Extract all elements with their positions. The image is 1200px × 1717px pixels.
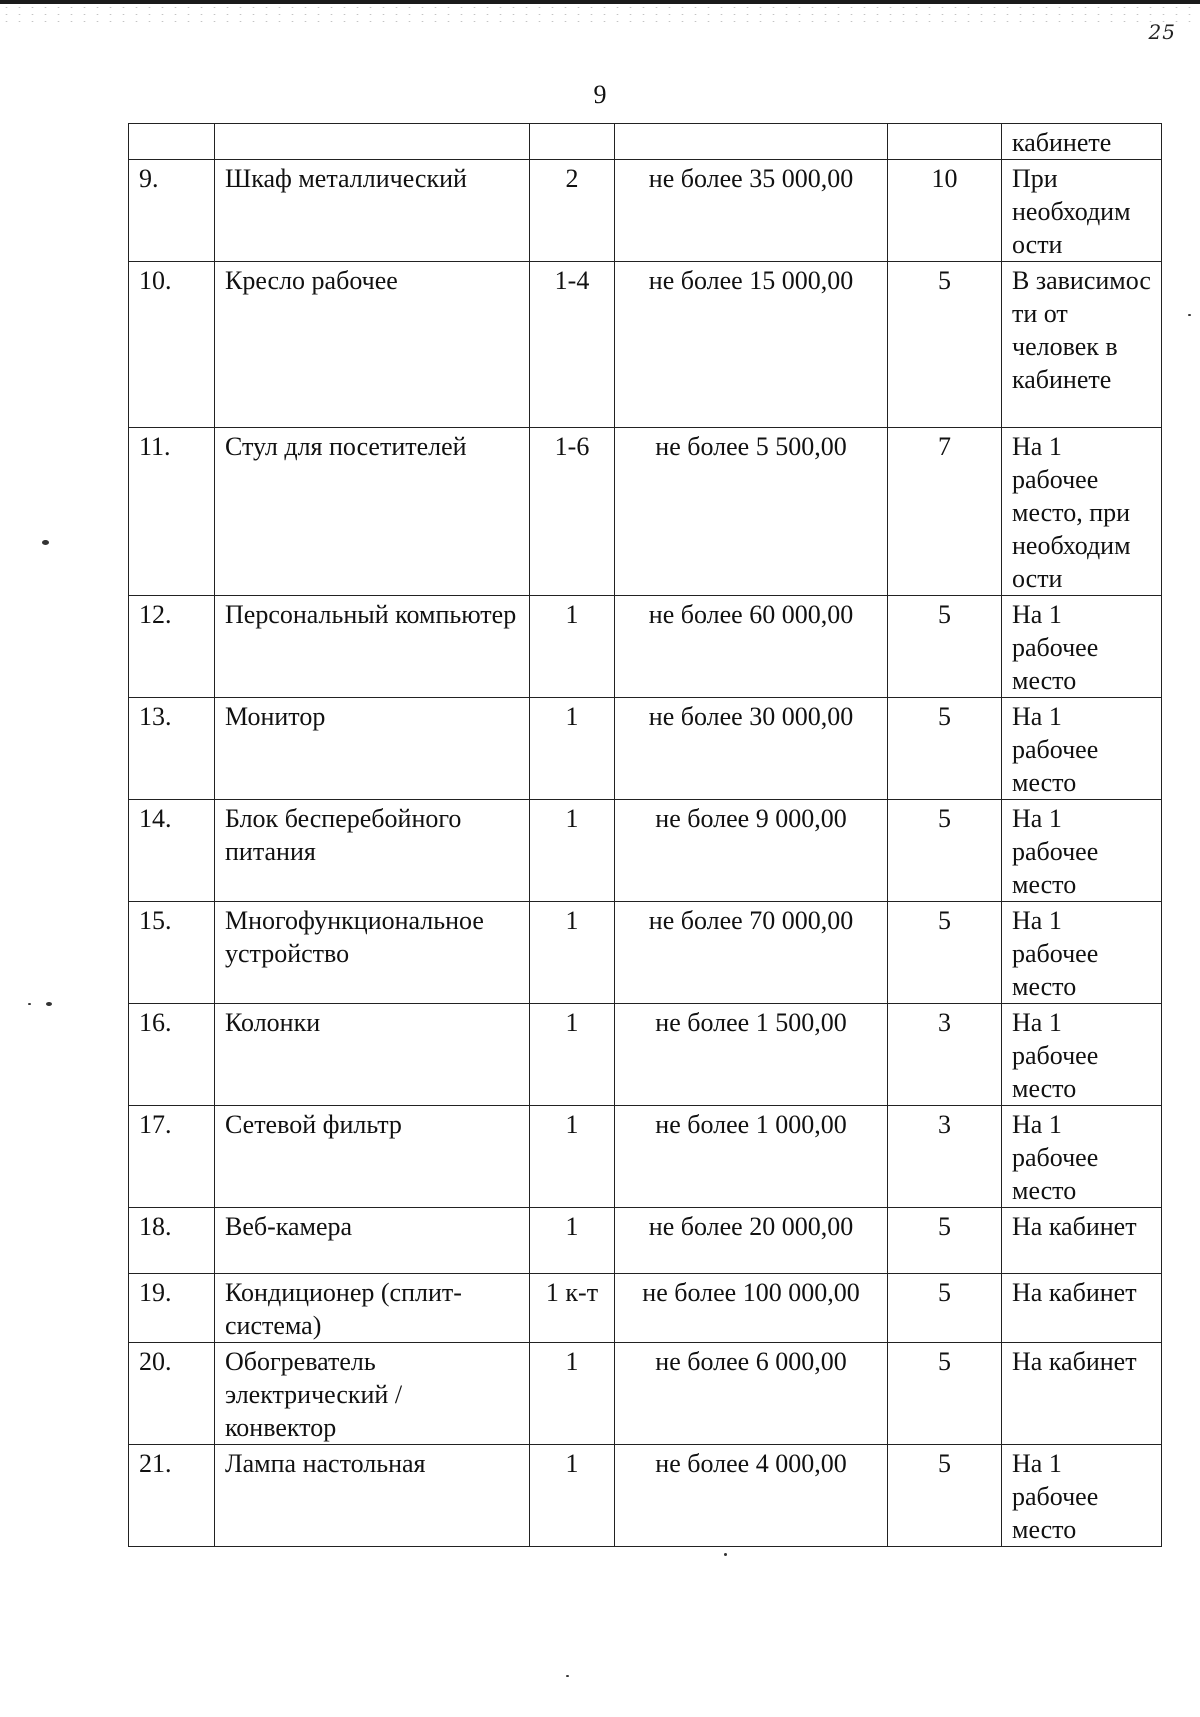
scan-speck: [566, 1675, 569, 1677]
cell-note: На 1 рабочее место: [1002, 800, 1162, 902]
cell-note: На 1 рабочее место, при необходим ости: [1002, 428, 1162, 596]
cell-name: Сетевой фильтр: [215, 1106, 530, 1208]
cell-price: не более 9 000,00: [615, 800, 888, 902]
cell-price: [615, 124, 888, 160]
cell-name: Лампа настольная: [215, 1445, 530, 1547]
cell-note: На кабинет: [1002, 1274, 1162, 1343]
cell-quantity: 1 к-т: [530, 1274, 615, 1343]
table-row: [129, 800, 1162, 902]
cell-note: На 1 рабочее место: [1002, 1445, 1162, 1547]
cell-years: 3: [888, 1004, 1002, 1106]
scan-speck: [42, 540, 49, 545]
cell-name: Кресло рабочее: [215, 262, 530, 428]
cell-note: кабинете: [1002, 124, 1162, 160]
cell-number: 14.: [129, 800, 215, 902]
cell-quantity: 1: [530, 1343, 615, 1445]
cell-note: На 1 рабочее место: [1002, 1106, 1162, 1208]
cell-name: Стул для посетителей: [215, 428, 530, 596]
cell-name: [215, 124, 530, 160]
handwritten-sheet-number: 25: [1148, 20, 1176, 44]
scan-speck: [28, 1003, 31, 1005]
cell-quantity: 1: [530, 698, 615, 800]
cell-name: Кондиционер (сплит-система): [215, 1274, 530, 1343]
cell-years: 3: [888, 1106, 1002, 1208]
cell-number: 21.: [129, 1445, 215, 1547]
cell-note: На 1 рабочее место: [1002, 596, 1162, 698]
cell-note: В зависимос ти от человек в кабинете: [1002, 262, 1162, 428]
table-row: [129, 1004, 1162, 1106]
cell-note: При необходим ости: [1002, 160, 1162, 262]
cell-years: 10: [888, 160, 1002, 262]
table-row: [129, 1106, 1162, 1208]
cell-years: 5: [888, 1274, 1002, 1343]
cell-years: 5: [888, 262, 1002, 428]
cell-quantity: 1: [530, 596, 615, 698]
table-row-continuation: [129, 124, 1162, 160]
cell-name: Персональный компьютер: [215, 596, 530, 698]
cell-number: 13.: [129, 698, 215, 800]
cell-number: 10.: [129, 262, 215, 428]
cell-years: 5: [888, 1445, 1002, 1547]
cell-price: не более 4 000,00: [615, 1445, 888, 1547]
table-row: [129, 160, 1162, 262]
cell-price: не более 20 000,00: [615, 1208, 888, 1274]
cell-name: Монитор: [215, 698, 530, 800]
cell-name: Обогреватель электрический / конвектор: [215, 1343, 530, 1445]
cell-number: 17.: [129, 1106, 215, 1208]
cell-quantity: 1-4: [530, 262, 615, 428]
cell-note: На 1 рабочее место: [1002, 1004, 1162, 1106]
cell-number: 19.: [129, 1274, 215, 1343]
cell-years: 7: [888, 428, 1002, 596]
scan-noise: [0, 4, 1200, 22]
cell-number: 20.: [129, 1343, 215, 1445]
table-row: [129, 1445, 1162, 1547]
cell-number: [129, 124, 215, 160]
cell-name: Шкаф металлический: [215, 160, 530, 262]
cell-name: Блок бесперебойного питания: [215, 800, 530, 902]
cell-note: На 1 рабочее место: [1002, 698, 1162, 800]
page-number: 9: [593, 80, 607, 109]
cell-years: 5: [888, 1343, 1002, 1445]
cell-note: На кабинет: [1002, 1343, 1162, 1445]
cell-price: не более 1 000,00: [615, 1106, 888, 1208]
cell-number: 9.: [129, 160, 215, 262]
cell-price: не более 100 000,00: [615, 1274, 888, 1343]
cell-years: 5: [888, 1208, 1002, 1274]
cell-price: не более 35 000,00: [615, 160, 888, 262]
cell-quantity: 1: [530, 902, 615, 1004]
cell-price: не более 30 000,00: [615, 698, 888, 800]
cell-number: 16.: [129, 1004, 215, 1106]
cell-name: Колонки: [215, 1004, 530, 1106]
cell-name: Многофункциональное устройство: [215, 902, 530, 1004]
cell-price: не более 6 000,00: [615, 1343, 888, 1445]
cell-number: 15.: [129, 902, 215, 1004]
cell-price: не более 60 000,00: [615, 596, 888, 698]
cell-quantity: 1: [530, 1106, 615, 1208]
table-row: [129, 902, 1162, 1004]
cell-price: не более 1 500,00: [615, 1004, 888, 1106]
cell-years: [888, 124, 1002, 160]
cell-name: Веб-камера: [215, 1208, 530, 1274]
table-row: [129, 1208, 1162, 1274]
scan-speck: [724, 1553, 727, 1556]
cell-quantity: 1: [530, 1004, 615, 1106]
cell-quantity: 1: [530, 1208, 615, 1274]
cell-years: 5: [888, 698, 1002, 800]
table-row: [129, 428, 1162, 596]
scan-speck: [46, 1002, 52, 1006]
equipment-table-body: [129, 124, 1162, 1547]
cell-price: не более 70 000,00: [615, 902, 888, 1004]
cell-note: На 1 рабочее место: [1002, 902, 1162, 1004]
cell-note: На кабинет: [1002, 1208, 1162, 1274]
cell-years: 5: [888, 902, 1002, 1004]
table-row: [129, 698, 1162, 800]
table-row: [129, 262, 1162, 428]
cell-quantity: 1: [530, 800, 615, 902]
table-row: [129, 1274, 1162, 1343]
table-row: [129, 1343, 1162, 1445]
cell-quantity: 2: [530, 160, 615, 262]
cell-years: 5: [888, 800, 1002, 902]
cell-years: 5: [888, 596, 1002, 698]
cell-quantity: 1-6: [530, 428, 615, 596]
scan-speck: [1188, 314, 1191, 316]
table-row: [129, 596, 1162, 698]
cell-number: 12.: [129, 596, 215, 698]
cell-price: не более 15 000,00: [615, 262, 888, 428]
cell-quantity: [530, 124, 615, 160]
cell-number: 11.: [129, 428, 215, 596]
cell-number: 18.: [129, 1208, 215, 1274]
equipment-table: [128, 123, 1162, 1547]
cell-price: не более 5 500,00: [615, 428, 888, 596]
cell-quantity: 1: [530, 1445, 615, 1547]
